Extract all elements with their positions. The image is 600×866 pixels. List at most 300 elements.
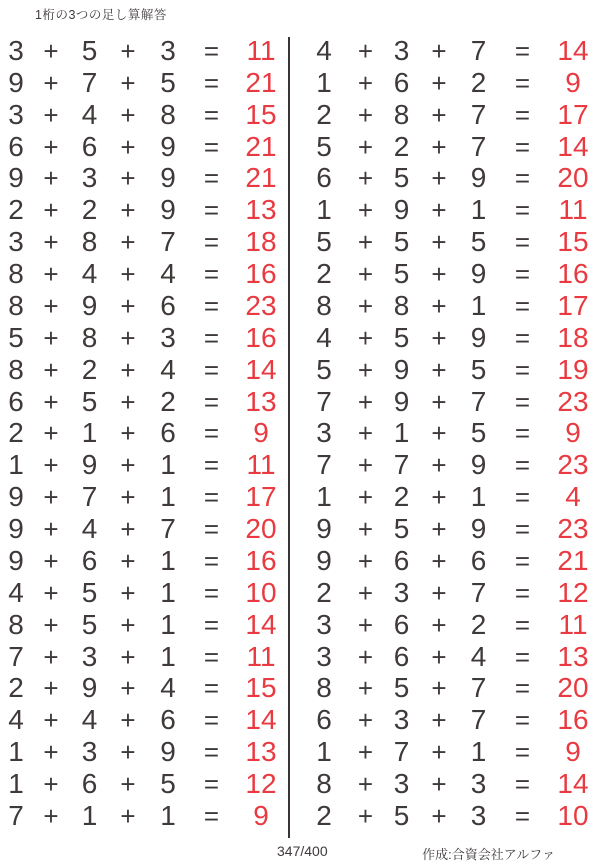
- operand-3: 4: [160, 672, 176, 704]
- equals-sign: =: [203, 769, 220, 800]
- equals-sign: =: [514, 322, 531, 353]
- equation-row: [0, 673, 288, 705]
- plus-sign: +: [43, 545, 59, 576]
- operand-3: 9: [160, 736, 176, 768]
- answer-value: 14: [557, 34, 589, 66]
- operand-2: 3: [81, 736, 98, 768]
- operand-3: 7: [470, 704, 487, 736]
- equals-sign: =: [514, 577, 531, 608]
- equals-sign: =: [514, 769, 531, 800]
- operand-2: 3: [393, 576, 410, 608]
- answer-value: 11: [558, 608, 588, 640]
- plus-sign: +: [120, 386, 136, 417]
- operand-2: 6: [393, 608, 410, 640]
- answer-value: 16: [245, 544, 277, 576]
- plus-sign: +: [357, 99, 374, 130]
- operand-1: 9: [8, 544, 24, 576]
- equals-sign: =: [514, 386, 531, 417]
- equation-row: [300, 35, 600, 67]
- equation-row: [0, 322, 288, 354]
- operand-1: 5: [316, 226, 332, 258]
- operand-1: 9: [8, 513, 24, 545]
- operand-3: 9: [470, 162, 487, 194]
- equals-sign: =: [203, 290, 220, 321]
- operand-2: 3: [393, 768, 410, 800]
- answer-value: 13: [245, 194, 277, 226]
- operand-3: 7: [470, 34, 487, 66]
- plus-sign: +: [357, 386, 374, 417]
- operand-2: 5: [393, 672, 410, 704]
- equals-sign: =: [203, 609, 220, 640]
- equation-row: [300, 704, 600, 736]
- operand-3: 2: [470, 608, 487, 640]
- equals-sign: =: [203, 577, 220, 608]
- operand-2: 9: [81, 449, 98, 481]
- operand-3: 8: [160, 98, 176, 130]
- equations-column-right: [300, 35, 600, 832]
- equation-row: [300, 481, 600, 513]
- operand-3: 7: [160, 513, 176, 545]
- plus-sign: +: [431, 163, 447, 194]
- operand-3: 6: [470, 544, 487, 576]
- operand-2: 5: [81, 385, 98, 417]
- operand-1: 8: [316, 768, 332, 800]
- operand-3: 9: [160, 130, 176, 162]
- operand-3: 2: [160, 385, 176, 417]
- answer-value: 9: [253, 799, 269, 831]
- equals-sign: =: [514, 163, 531, 194]
- answer-value: 17: [245, 481, 277, 513]
- operand-2: 8: [393, 98, 410, 130]
- equals-sign: =: [514, 705, 531, 736]
- equals-sign: =: [514, 35, 531, 66]
- operand-2: 6: [393, 66, 410, 98]
- operand-2: 3: [393, 704, 410, 736]
- operand-3: 7: [160, 226, 176, 258]
- plus-sign: +: [43, 418, 59, 449]
- operand-2: 6: [81, 544, 98, 576]
- operand-1: 7: [8, 640, 24, 672]
- equals-sign: =: [203, 673, 220, 704]
- operand-2: 7: [81, 481, 98, 513]
- operand-2: 5: [393, 799, 410, 831]
- answer-value: 20: [557, 672, 589, 704]
- plus-sign: +: [43, 386, 59, 417]
- operand-3: 9: [470, 321, 487, 353]
- plus-sign: +: [431, 769, 447, 800]
- equation-row: [300, 736, 600, 768]
- answer-value: 13: [557, 640, 589, 672]
- equation-row: [0, 67, 288, 99]
- answer-value: 16: [557, 258, 589, 290]
- operand-3: 1: [470, 736, 487, 768]
- answer-value: 18: [245, 226, 277, 258]
- operand-2: 3: [81, 640, 98, 672]
- equals-sign: =: [514, 195, 531, 226]
- operand-3: 2: [470, 66, 487, 98]
- equals-sign: =: [203, 514, 220, 545]
- plus-sign: +: [357, 195, 374, 226]
- plus-sign: +: [431, 227, 447, 258]
- equation-row: [0, 99, 288, 131]
- operand-2: 5: [393, 226, 410, 258]
- operand-3: 4: [470, 640, 487, 672]
- operand-2: 2: [393, 130, 410, 162]
- plus-sign: +: [431, 418, 447, 449]
- operand-1: 9: [316, 544, 332, 576]
- plus-sign: +: [43, 259, 59, 290]
- answer-value: 17: [557, 289, 589, 321]
- answer-value: 21: [245, 130, 277, 162]
- plus-sign: +: [43, 290, 59, 321]
- equation-row: [300, 641, 600, 673]
- plus-sign: +: [43, 163, 59, 194]
- operand-1: 5: [8, 321, 24, 353]
- plus-sign: +: [43, 769, 59, 800]
- plus-sign: +: [431, 577, 447, 608]
- operand-1: 1: [316, 481, 332, 513]
- operand-3: 9: [470, 513, 487, 545]
- plus-sign: +: [43, 322, 59, 353]
- equation-row: [0, 163, 288, 195]
- plus-sign: +: [357, 259, 374, 290]
- operand-3: 6: [160, 289, 176, 321]
- operand-1: 9: [8, 162, 24, 194]
- operand-1: 6: [316, 162, 332, 194]
- operand-2: 7: [81, 66, 98, 98]
- operand-1: 7: [8, 799, 24, 831]
- plus-sign: +: [120, 418, 136, 449]
- operand-2: 6: [393, 640, 410, 672]
- operand-3: 9: [160, 194, 176, 226]
- answer-value: 16: [245, 258, 277, 290]
- plus-sign: +: [431, 131, 447, 162]
- operand-2: 3: [393, 34, 410, 66]
- operand-3: 5: [470, 417, 487, 449]
- equals-sign: =: [203, 482, 220, 513]
- plus-sign: +: [357, 737, 374, 768]
- plus-sign: +: [431, 67, 447, 98]
- plus-sign: +: [431, 514, 447, 545]
- page-title: 1桁の3つの足し算解答: [35, 8, 167, 22]
- equals-sign: =: [514, 259, 531, 290]
- equation-row: [0, 545, 288, 577]
- operand-1: 1: [316, 66, 332, 98]
- plus-sign: +: [120, 322, 136, 353]
- equation-row: [300, 226, 600, 258]
- plus-sign: +: [357, 450, 374, 481]
- equals-sign: =: [203, 418, 220, 449]
- answer-value: 19: [557, 353, 589, 385]
- operand-2: 5: [393, 513, 410, 545]
- equals-sign: =: [203, 227, 220, 258]
- operand-1: 4: [316, 321, 332, 353]
- answer-value: 11: [246, 640, 276, 672]
- plus-sign: +: [120, 354, 136, 385]
- operand-2: 4: [81, 704, 98, 736]
- plus-sign: +: [357, 514, 374, 545]
- plus-sign: +: [357, 609, 374, 640]
- plus-sign: +: [43, 641, 59, 672]
- operand-3: 7: [470, 576, 487, 608]
- operand-2: 4: [81, 513, 98, 545]
- operand-2: 8: [81, 321, 98, 353]
- operand-3: 1: [160, 481, 176, 513]
- plus-sign: +: [120, 673, 136, 704]
- equals-sign: =: [514, 641, 531, 672]
- operand-1: 6: [316, 704, 332, 736]
- operand-1: 9: [8, 66, 24, 98]
- operand-2: 7: [393, 736, 410, 768]
- operand-2: 9: [393, 385, 410, 417]
- equation-row: [300, 67, 600, 99]
- equation-row: [300, 99, 600, 131]
- operand-3: 7: [470, 385, 487, 417]
- answer-value: 18: [557, 321, 589, 353]
- answer-value: 9: [565, 417, 581, 449]
- operand-2: 2: [81, 353, 98, 385]
- answer-value: 9: [253, 417, 269, 449]
- plus-sign: +: [43, 514, 59, 545]
- equals-sign: =: [203, 354, 220, 385]
- operand-3: 5: [160, 768, 176, 800]
- answer-value: 14: [245, 353, 277, 385]
- plus-sign: +: [120, 609, 136, 640]
- operand-1: 8: [8, 289, 24, 321]
- plus-sign: +: [120, 99, 136, 130]
- equation-row: [300, 449, 600, 481]
- operand-3: 7: [470, 98, 487, 130]
- operand-2: 6: [393, 544, 410, 576]
- answer-value: 12: [245, 768, 277, 800]
- equals-sign: =: [514, 227, 531, 258]
- operand-1: 5: [316, 130, 332, 162]
- plus-sign: +: [43, 195, 59, 226]
- operand-1: 8: [8, 353, 24, 385]
- plus-sign: +: [43, 737, 59, 768]
- operand-1: 2: [8, 417, 24, 449]
- operand-1: 1: [8, 768, 24, 800]
- equation-row: [300, 418, 600, 450]
- operand-2: 9: [81, 672, 98, 704]
- operand-3: 1: [160, 608, 176, 640]
- equation-row: [0, 131, 288, 163]
- operand-3: 1: [160, 640, 176, 672]
- plus-sign: +: [431, 705, 447, 736]
- plus-sign: +: [357, 227, 374, 258]
- answer-value: 14: [557, 130, 589, 162]
- answer-value: 23: [557, 385, 589, 417]
- plus-sign: +: [431, 800, 447, 831]
- operand-2: 9: [81, 289, 98, 321]
- operand-1: 7: [316, 449, 332, 481]
- plus-sign: +: [431, 290, 447, 321]
- answer-value: 21: [245, 66, 277, 98]
- equation-row: [300, 800, 600, 832]
- operand-1: 2: [316, 576, 332, 608]
- plus-sign: +: [357, 290, 374, 321]
- plus-sign: +: [357, 705, 374, 736]
- operand-2: 2: [393, 481, 410, 513]
- operand-1: 6: [8, 385, 24, 417]
- equals-sign: =: [514, 545, 531, 576]
- operand-2: 1: [393, 417, 410, 449]
- equals-sign: =: [203, 641, 220, 672]
- equals-sign: =: [203, 35, 220, 66]
- equations-column-left: [0, 35, 288, 832]
- plus-sign: +: [120, 769, 136, 800]
- page-number: 347/400: [277, 843, 328, 859]
- equals-sign: =: [514, 514, 531, 545]
- operand-2: 7: [393, 449, 410, 481]
- plus-sign: +: [120, 259, 136, 290]
- operand-1: 9: [8, 481, 24, 513]
- equals-sign: =: [203, 705, 220, 736]
- operand-2: 5: [393, 258, 410, 290]
- plus-sign: +: [357, 545, 374, 576]
- plus-sign: +: [120, 35, 136, 66]
- operand-1: 8: [8, 258, 24, 290]
- plus-sign: +: [43, 131, 59, 162]
- plus-sign: +: [431, 195, 447, 226]
- operand-1: 2: [316, 98, 332, 130]
- operand-1: 1: [8, 449, 24, 481]
- plus-sign: +: [120, 450, 136, 481]
- operand-1: 8: [8, 608, 24, 640]
- answer-value: 4: [565, 481, 581, 513]
- plus-sign: +: [120, 131, 136, 162]
- answer-value: 15: [245, 672, 277, 704]
- plus-sign: +: [43, 99, 59, 130]
- plus-sign: +: [43, 673, 59, 704]
- equation-row: [300, 513, 600, 545]
- equals-sign: =: [203, 99, 220, 130]
- answer-value: 16: [245, 321, 277, 353]
- plus-sign: +: [431, 259, 447, 290]
- equation-row: [0, 481, 288, 513]
- operand-3: 6: [160, 704, 176, 736]
- operand-2: 8: [393, 289, 410, 321]
- operand-3: 5: [470, 353, 487, 385]
- equals-sign: =: [514, 99, 531, 130]
- operand-3: 3: [470, 799, 487, 831]
- equations-area: [0, 35, 600, 835]
- operand-1: 1: [316, 194, 332, 226]
- operand-1: 3: [8, 34, 24, 66]
- equation-row: [0, 736, 288, 768]
- plus-sign: +: [357, 673, 374, 704]
- equation-row: [300, 768, 600, 800]
- equals-sign: =: [203, 163, 220, 194]
- operand-3: 6: [160, 417, 176, 449]
- operand-2: 5: [81, 34, 98, 66]
- equation-row: [300, 354, 600, 386]
- equals-sign: =: [514, 482, 531, 513]
- operand-2: 1: [81, 417, 98, 449]
- operand-1: 9: [316, 513, 332, 545]
- equation-row: [300, 322, 600, 354]
- answer-value: 14: [245, 704, 277, 736]
- answer-value: 12: [557, 576, 589, 608]
- operand-3: 5: [470, 226, 487, 258]
- operand-2: 6: [81, 130, 98, 162]
- plus-sign: +: [357, 577, 374, 608]
- answer-value: 14: [557, 768, 589, 800]
- operand-2: 9: [393, 194, 410, 226]
- plus-sign: +: [43, 35, 59, 66]
- operand-2: 5: [81, 608, 98, 640]
- plus-sign: +: [357, 800, 374, 831]
- operand-1: 7: [316, 385, 332, 417]
- answer-value: 23: [557, 513, 589, 545]
- equation-row: [300, 545, 600, 577]
- answer-value: 15: [557, 226, 589, 258]
- operand-1: 5: [316, 353, 332, 385]
- answer-value: 11: [246, 34, 276, 66]
- operand-1: 3: [8, 98, 24, 130]
- equation-row: [0, 226, 288, 258]
- operand-2: 9: [393, 353, 410, 385]
- plus-sign: +: [431, 35, 447, 66]
- answer-value: 9: [565, 736, 581, 768]
- plus-sign: +: [120, 545, 136, 576]
- plus-sign: +: [43, 67, 59, 98]
- plus-sign: +: [120, 705, 136, 736]
- answer-value: 23: [245, 289, 277, 321]
- answer-value: 20: [557, 162, 589, 194]
- operand-1: 3: [316, 640, 332, 672]
- operand-3: 3: [470, 768, 487, 800]
- equals-sign: =: [203, 386, 220, 417]
- equals-sign: =: [203, 450, 220, 481]
- operand-1: 1: [8, 736, 24, 768]
- plus-sign: +: [43, 354, 59, 385]
- operand-2: 4: [81, 258, 98, 290]
- operand-3: 9: [470, 258, 487, 290]
- answer-value: 11: [558, 194, 588, 226]
- equation-row: [300, 386, 600, 418]
- equals-sign: =: [203, 67, 220, 98]
- operand-3: 1: [470, 481, 487, 513]
- operand-1: 8: [316, 672, 332, 704]
- equation-row: [0, 768, 288, 800]
- plus-sign: +: [357, 769, 374, 800]
- equation-row: [0, 704, 288, 736]
- operand-1: 2: [8, 672, 24, 704]
- answer-value: 20: [245, 513, 277, 545]
- plus-sign: +: [431, 322, 447, 353]
- operand-2: 2: [81, 194, 98, 226]
- answer-value: 21: [245, 162, 277, 194]
- equation-row: [300, 609, 600, 641]
- plus-sign: +: [120, 482, 136, 513]
- operand-1: 6: [8, 130, 24, 162]
- plus-sign: +: [357, 67, 374, 98]
- operand-3: 7: [470, 672, 487, 704]
- answer-value: 13: [245, 385, 277, 417]
- plus-sign: +: [43, 482, 59, 513]
- answer-value: 10: [245, 576, 277, 608]
- plus-sign: +: [120, 195, 136, 226]
- equals-sign: =: [514, 354, 531, 385]
- plus-sign: +: [431, 609, 447, 640]
- plus-sign: +: [43, 227, 59, 258]
- plus-sign: +: [431, 737, 447, 768]
- equation-row: [0, 194, 288, 226]
- equation-row: [300, 258, 600, 290]
- equals-sign: =: [514, 418, 531, 449]
- equation-row: [0, 800, 288, 832]
